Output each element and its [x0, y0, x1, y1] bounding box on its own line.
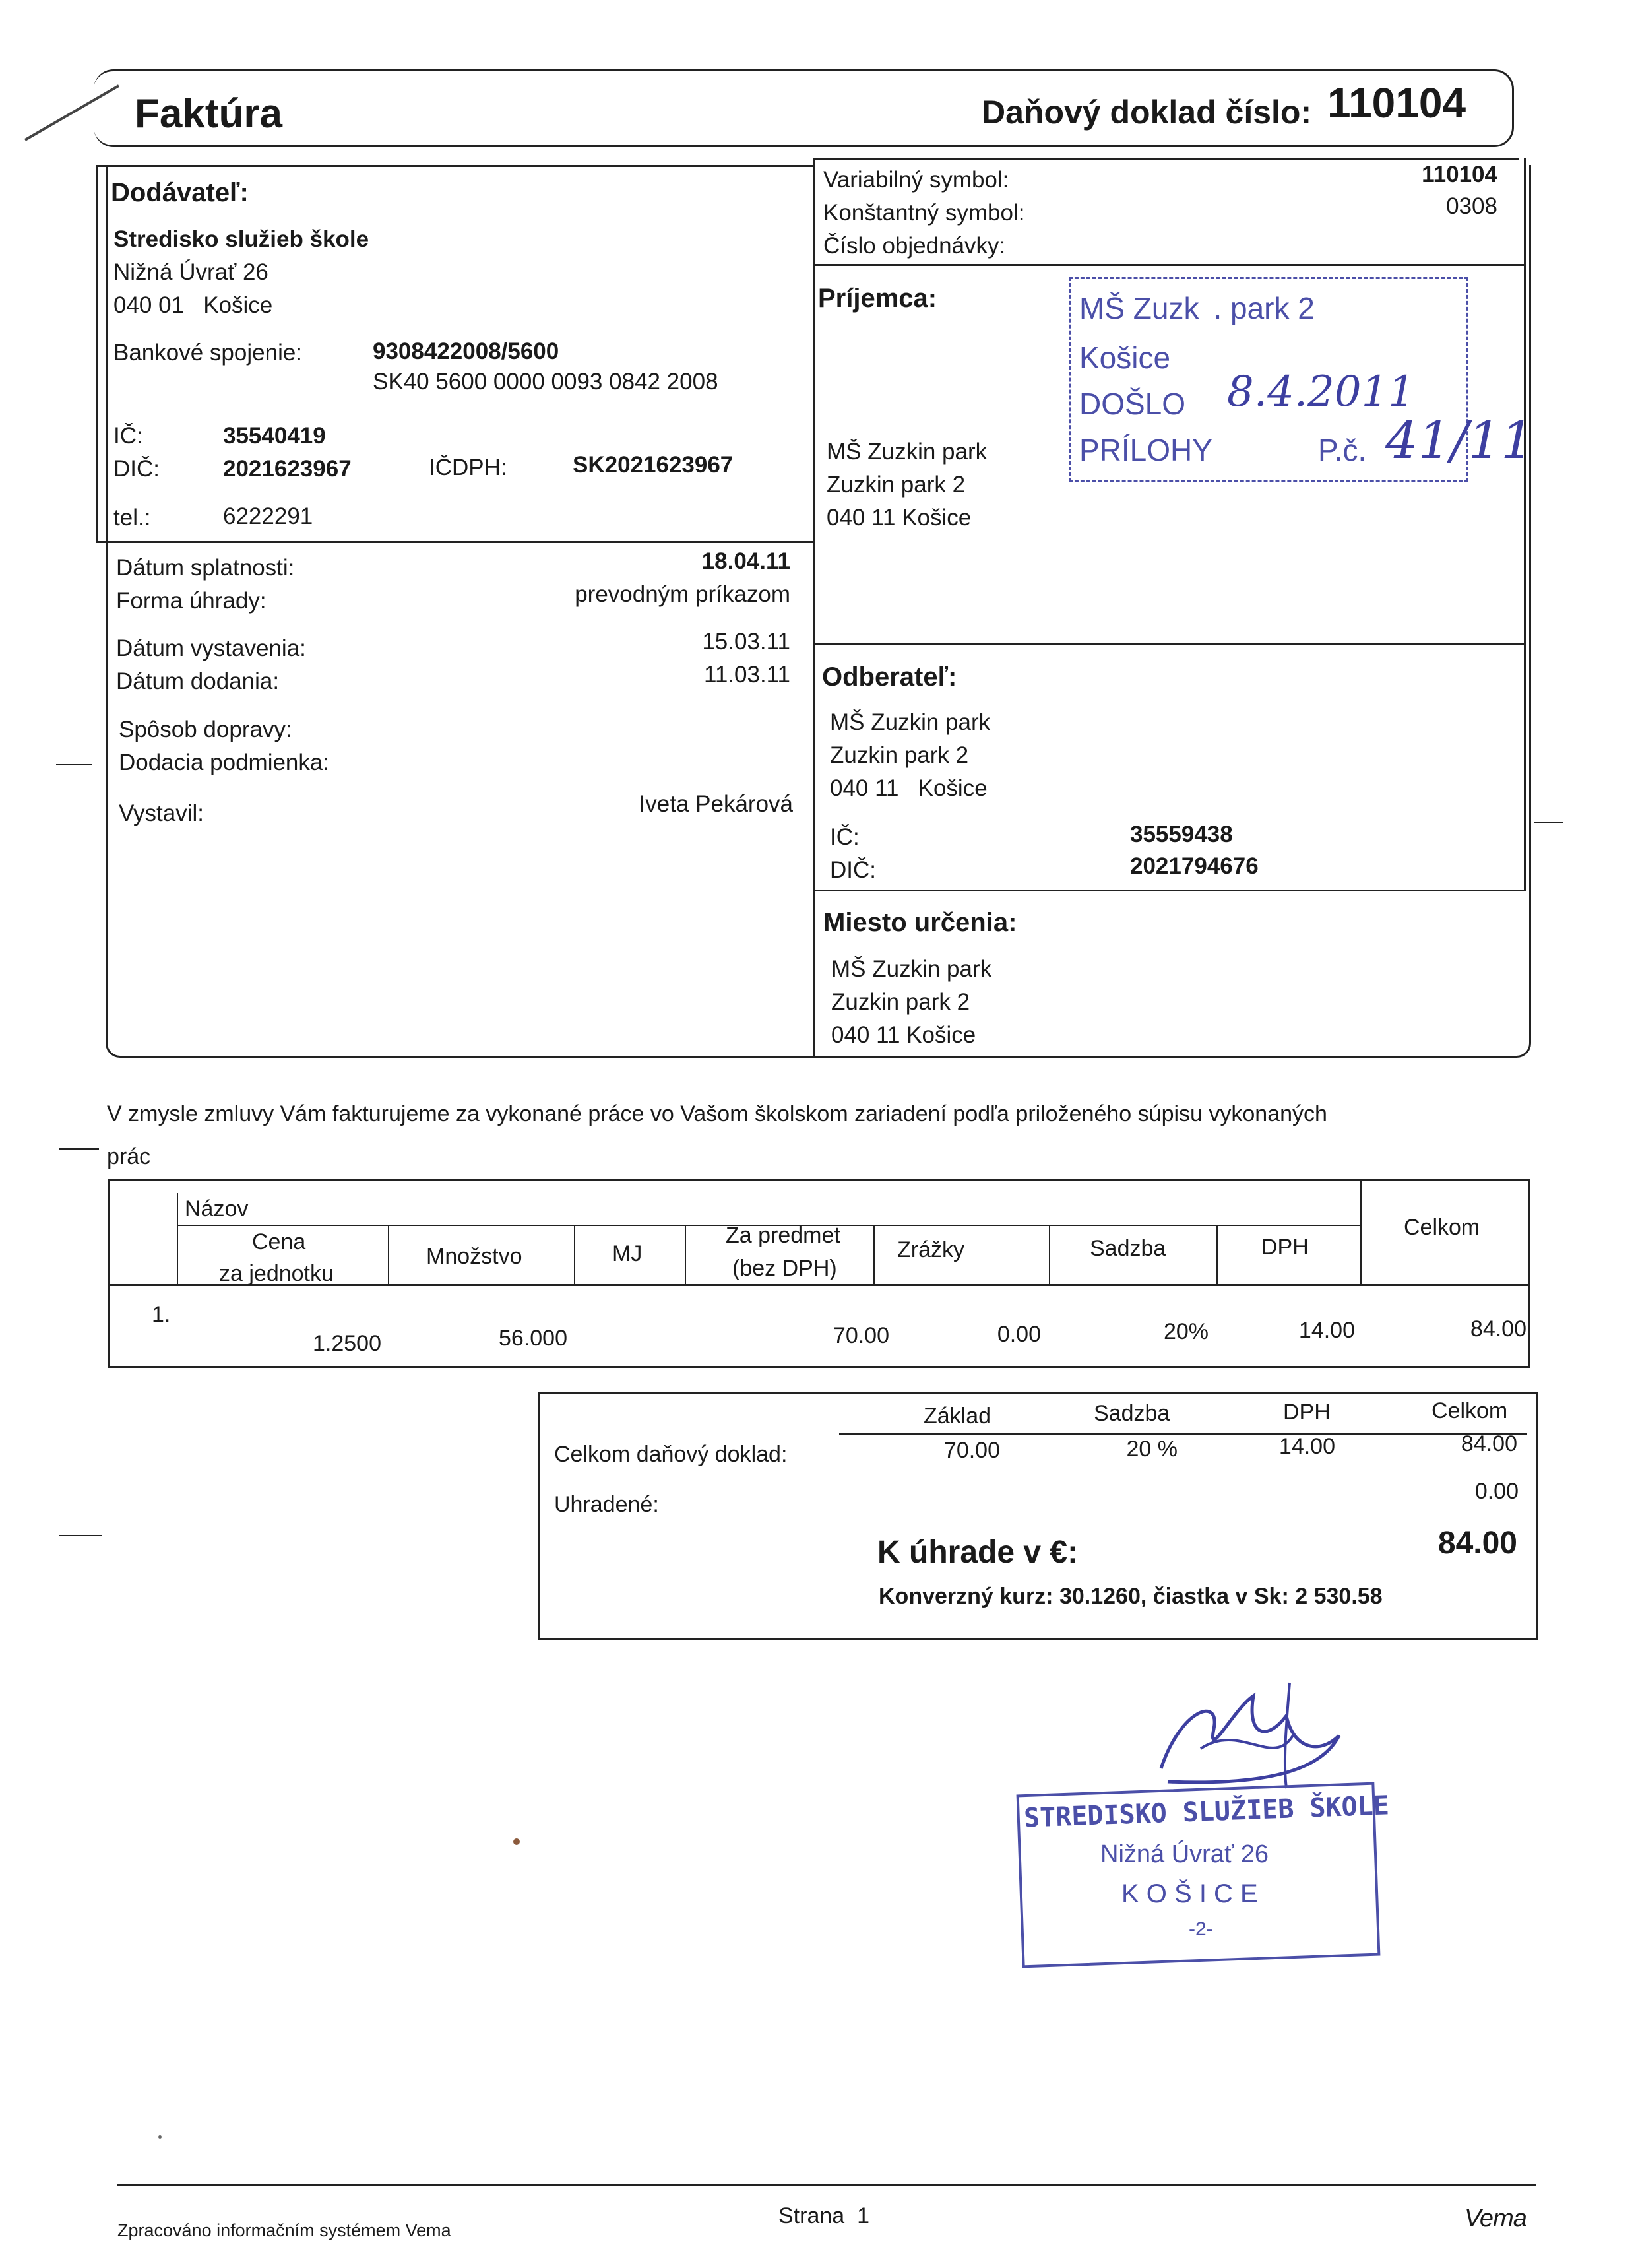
- ink-dot: [513, 1838, 520, 1845]
- variable-symbol: 110104: [1422, 162, 1497, 187]
- issued-label: Dátum vystavenia:: [116, 635, 306, 661]
- footer-system-note: Zpracováno informačním systémem Vema: [117, 2220, 451, 2240]
- customer-ico-label: IČ:: [830, 824, 860, 850]
- variable-symbol-label: Variabilný symbol:: [823, 167, 1009, 193]
- due-date: 18.04.11: [701, 548, 790, 574]
- tax-doc-number: 110104: [1327, 79, 1466, 127]
- transport-label: Spôsob dopravy:: [119, 717, 292, 742]
- delivered-date: 11.03.11: [703, 662, 790, 688]
- summary-total-header: Celkom: [1432, 1398, 1508, 1423]
- items-col-sep: [574, 1225, 575, 1285]
- summary-base: 70.00: [943, 1438, 1000, 1463]
- received-stamp-pc-label: P.č.: [1318, 433, 1367, 467]
- row-vat: 14.00: [1298, 1318, 1355, 1343]
- tax-doc-label: Daňový doklad číslo:: [982, 94, 1312, 131]
- received-pc-handwritten: 41/11: [1385, 411, 1534, 470]
- customer-street: Zuzkin park 2: [830, 742, 969, 768]
- page-title: Faktúra: [135, 91, 282, 137]
- col-qty-header: Množstvo: [426, 1244, 522, 1269]
- delivered-label: Dátum dodania:: [116, 668, 280, 694]
- intro-text-line1: V zmysle zmluvy Vám fakturujeme za vykonané práce vo Vašom školskom zariadení podľa priloženého súpisu vykonaných: [107, 1101, 1327, 1126]
- bank-label: Bankové spojenie:: [113, 340, 303, 366]
- delivery-terms-label: Dodacia podmienka:: [119, 750, 330, 775]
- company-stamp-line4: -2-: [1189, 1918, 1213, 1940]
- col-vat-header: DPH: [1261, 1235, 1309, 1260]
- recipient-city: 040 11 Košice: [827, 505, 972, 531]
- items-index-col: [177, 1193, 178, 1285]
- margin-mark: [59, 1535, 102, 1536]
- destination-street: Zuzkin park 2: [831, 989, 970, 1015]
- payment-method: prevodným príkazom: [575, 581, 790, 607]
- row-rate: 20%: [1163, 1319, 1209, 1344]
- supplier-city: 040 01 Košice: [113, 292, 273, 318]
- to-pay-amount: 84.00: [1437, 1526, 1517, 1561]
- row-deductions: 0.00: [997, 1322, 1041, 1347]
- supplier-left-line: [96, 165, 98, 542]
- col-unit-price-header-2: za jednotku: [219, 1261, 334, 1286]
- recipient-bottom-line: [813, 643, 1525, 645]
- paid-amount: 0.00: [1474, 1479, 1519, 1504]
- received-stamp-line1: MŠ Zuzk . park 2: [1079, 291, 1315, 325]
- summary-vat: 14.00: [1278, 1434, 1335, 1459]
- col-mj-header: MJ: [612, 1241, 643, 1266]
- bank-account: 9308422008/5600: [373, 339, 559, 364]
- due-label: Dátum splatnosti:: [116, 555, 295, 581]
- ink-dot: [158, 2135, 162, 2139]
- amount-sk: 2 530.58: [1295, 1584, 1383, 1609]
- col-rate-header: Sadzba: [1090, 1236, 1166, 1261]
- conversion-label: Konverzný kurz:: [879, 1584, 1054, 1609]
- method-label: Forma úhrady:: [116, 588, 267, 614]
- conversion-rate: 30.1260: [1059, 1584, 1141, 1609]
- company-stamp-line3: K O Š I C E: [1121, 1879, 1258, 1908]
- supplier-street: Nižná Úvrať 26: [113, 259, 268, 285]
- col-subject-header-1: Za predmet: [726, 1223, 840, 1248]
- margin-mark: [56, 764, 92, 765]
- constant-symbol: 0308: [1446, 193, 1497, 219]
- constant-symbol-label: Konštantný symbol:: [823, 200, 1025, 226]
- supplier-bottom-line: [96, 541, 815, 543]
- supplier-ico: 35540419: [223, 423, 326, 449]
- customer-dic-label: DIČ:: [830, 857, 876, 883]
- recipient-street: Zuzkin park 2: [827, 472, 966, 498]
- supplier-tel: 6222291: [223, 503, 313, 529]
- signature: [1121, 1669, 1372, 1801]
- destination-city: 040 11 Košice: [831, 1022, 976, 1048]
- col-deductions-header: Zrážky: [897, 1237, 964, 1262]
- conversion-line: [879, 1584, 1383, 1609]
- company-stamp-line2: Nižná Úvrať 26: [1100, 1840, 1269, 1868]
- summary-rate-header: Sadzba: [1094, 1401, 1170, 1426]
- supplier-icdph-label: IČDPH:: [429, 455, 507, 480]
- received-stamp-line4-label: PRÍLOHY: [1079, 433, 1212, 467]
- footer-page: Strana 1: [778, 2203, 869, 2228]
- company-stamp-line1: STREDISKO SLUŽIEB ŠKOLE: [1023, 1790, 1390, 1834]
- top-right-line: [813, 158, 1519, 160]
- center-divider: [813, 158, 815, 1057]
- summary-total: 84.00: [1461, 1431, 1517, 1456]
- issuer-name: Iveta Pekárová: [639, 791, 793, 817]
- order-number-label: Číslo objednávky:: [823, 233, 1006, 259]
- customer-right-line: [1524, 158, 1526, 891]
- supplier-dic-label: DIČ:: [113, 456, 160, 482]
- col-unit-price-header-1: Cena: [252, 1229, 306, 1254]
- customer-dic: 2021794676: [1130, 853, 1259, 879]
- items-col-sep: [873, 1225, 875, 1285]
- supplier-tel-label: tel.:: [113, 505, 151, 531]
- summary-rate: 20 %: [1126, 1437, 1178, 1462]
- row-total: 84.00: [1470, 1316, 1526, 1342]
- summary-header-line: [839, 1433, 1527, 1435]
- total-doc-label: Celkom daňový doklad:: [554, 1442, 788, 1467]
- col-total-header: Celkom: [1404, 1215, 1480, 1240]
- supplier-heading: Dodávateľ:: [111, 178, 249, 207]
- issued-date: 15.03.11: [702, 629, 790, 655]
- items-col-sep: [1049, 1225, 1050, 1285]
- customer-bottom-line: [813, 890, 1525, 891]
- destination-heading: Miesto určenia:: [823, 908, 1017, 937]
- symbols-bottom-line: [813, 264, 1525, 266]
- amount-sk-label: čiastka v Sk:: [1152, 1584, 1289, 1609]
- customer-heading: Odberateľ:: [822, 663, 957, 692]
- summary-base-header: Základ: [924, 1404, 991, 1429]
- pen-mark-icon: [20, 79, 125, 145]
- conversion-sep: ,: [1140, 1584, 1153, 1609]
- to-pay-label: K úhrade v €:: [877, 1535, 1079, 1570]
- customer-city: 040 11 Košice: [830, 775, 988, 801]
- col-subject-header-2: (bez DPH): [732, 1256, 837, 1281]
- received-date-handwritten: 8.4.2011: [1227, 368, 1415, 416]
- customer-name: MŠ Zuzkin park: [830, 709, 991, 735]
- row-unit-price: 1.2500: [313, 1331, 381, 1356]
- customer-ico: 35559438: [1130, 822, 1233, 847]
- received-stamp-line3-label: DOŠLO: [1079, 387, 1186, 421]
- items-col-sep: [1216, 1225, 1218, 1285]
- iban: SK40 5600 0000 0093 0842 2008: [373, 369, 718, 395]
- items-col-sep: [388, 1225, 389, 1285]
- row-index: 1.: [152, 1302, 171, 1327]
- items-total-col: [1360, 1179, 1362, 1285]
- top-left-line: [96, 165, 815, 167]
- summary-vat-header: DPH: [1283, 1400, 1331, 1425]
- intro-text-line2: prác: [107, 1144, 151, 1169]
- destination-name: MŠ Zuzkin park: [831, 956, 992, 982]
- supplier-name: Stredisko služieb škole: [113, 226, 369, 252]
- recipient-heading: Príjemca:: [818, 284, 937, 313]
- col-name-header: Názov: [185, 1196, 249, 1221]
- received-stamp-line2: Košice: [1079, 340, 1171, 375]
- supplier-icdph: SK2021623967: [573, 452, 734, 478]
- vema-logo: Vema: [1464, 2205, 1526, 2232]
- margin-mark: [1534, 822, 1563, 823]
- issuer-label: Vystavil:: [119, 800, 204, 826]
- items-table-top: [108, 1179, 1528, 1181]
- footer-line: [117, 2184, 1536, 2186]
- margin-mark: [59, 1148, 99, 1150]
- items-col-sep: [685, 1225, 686, 1285]
- supplier-ico-label: IČ:: [113, 423, 143, 449]
- supplier-dic: 2021623967: [223, 456, 352, 482]
- recipient-name: MŠ Zuzkin park: [827, 439, 988, 465]
- paid-label: Uhradené:: [554, 1492, 659, 1517]
- row-qty: 56.000: [499, 1326, 567, 1351]
- row-subject: 70.00: [833, 1323, 889, 1348]
